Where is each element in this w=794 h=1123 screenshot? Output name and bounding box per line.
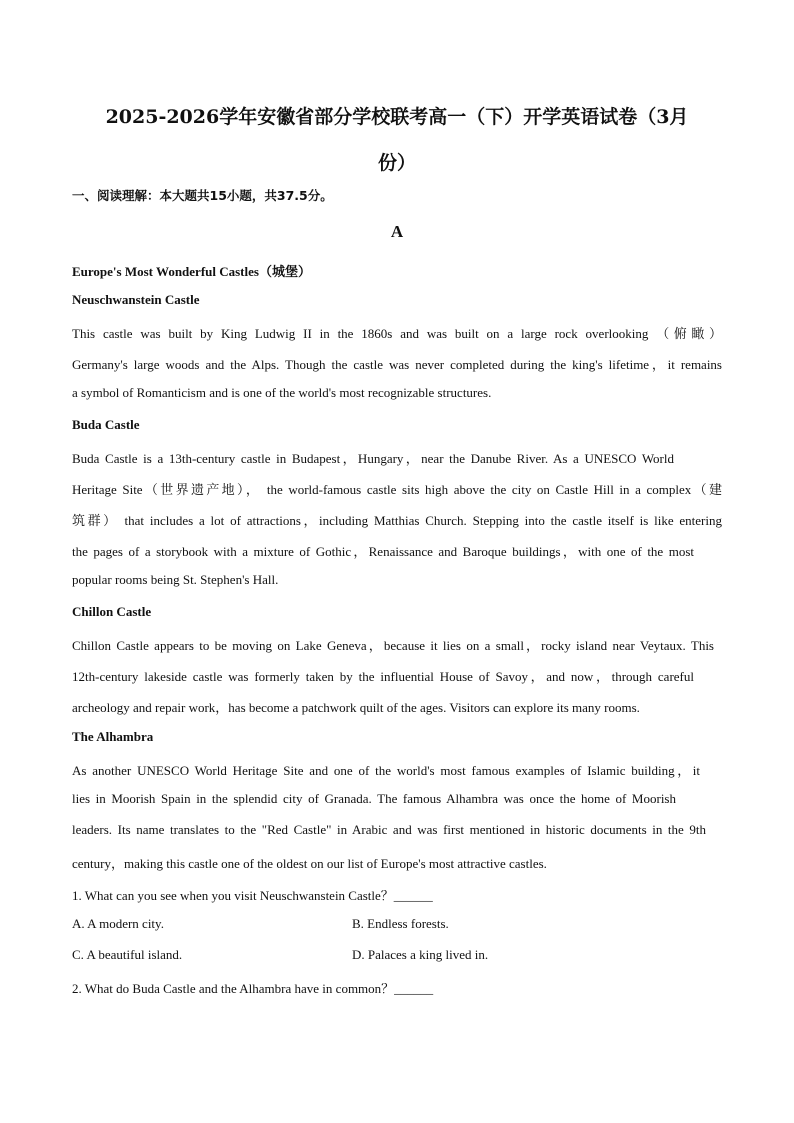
paragraph-line: Heritage Site（世界遗产地）， the world-famous castle sits high above the city on Castle Hill in a complex（建 — [72, 482, 722, 497]
exam-title-line-2: 份） — [377, 152, 416, 174]
paragraph-line: 筑群） that includes a lot of attractions，including Matthias Church. Stepping into the castle itself is like entering — [72, 513, 722, 528]
castle-name: Chillon Castle — [72, 604, 152, 619]
paragraph-line: Germany's large woods and the Alps. Though the castle was never completed during the king's lifetime，it remains — [72, 357, 722, 372]
castle-name: The Alhambra — [72, 729, 154, 744]
exam-title-line-1: 2025-2026学年安徽省部分学校联考高一（下）开学英语试卷（3月 — [105, 106, 689, 128]
answer-option-a[interactable]: A. A modern city. — [72, 916, 164, 931]
answer-option-b[interactable]: B. Endless forests. — [352, 916, 449, 931]
answer-option-c[interactable]: C. A beautiful island. — [72, 947, 183, 962]
castle-name: Buda Castle — [72, 417, 140, 432]
paragraph-line: 12th-century lakeside castle was formerly taken by the influential House of Savoy，and now，through careful — [72, 669, 694, 684]
paragraph-line: popular rooms being St. Stephen's Hall. — [72, 572, 279, 587]
exam-title — [60, 94, 734, 186]
paragraph-line: the pages of a storybook with a mixture of Gothic，Renaissance and Baroque buildings，with one of the most — [72, 544, 694, 559]
answer-option-d[interactable]: D. Palaces a king lived in. — [352, 947, 489, 962]
section-heading: 一、阅读理解：本大题共15小题，共37.5分。 — [72, 188, 333, 203]
question-stem: 2. What do Buda Castle and the Alhambra have in common？______ — [72, 981, 434, 996]
paragraph-line: archeology and repair work，has become a patchwork quilt of the ages. Visitors can explore its many rooms. — [72, 700, 640, 715]
paragraph-line: As another UNESCO World Heritage Site and one of the world's most famous examples of Islamic building，it — [72, 763, 700, 778]
paragraph-line: lies in Moorish Spain in the splendid city of Granada. The famous Alhambra was once the home of Moorish — [72, 791, 676, 806]
paragraph-line: Chillon Castle appears to be moving on Lake Geneva，because it lies on a small，rocky island near Veytaux. This — [72, 638, 714, 653]
passage-heading: Europe's Most Wonderful Castles（城堡） — [72, 264, 311, 279]
paragraph-line: Buda Castle is a 13th-century castle in Budapest，Hungary，near the Danube River. As a UNESCO World — [72, 451, 675, 466]
castle-name: Neuschwanstein Castle — [72, 292, 200, 307]
question-stem: 1. What can you see when you visit Neuschwanstein Castle？______ — [72, 888, 433, 903]
paragraph-line: a symbol of Romanticism and is one of the world's most recognizable structures. — [72, 385, 492, 400]
passage-label: A — [390, 222, 404, 241]
paragraph-line: century，making this castle one of the oldest on our list of Europe's most attractive castles. — [72, 856, 547, 871]
paragraph-line: leaders. Its name translates to the "Red Castle" in Arabic and was first mentioned in historic documents in the 9th — [72, 822, 706, 837]
paragraph-line: This castle was built by King Ludwig II in the 1860s and was built on a large rock overlooking （俯瞰） — [72, 326, 722, 341]
